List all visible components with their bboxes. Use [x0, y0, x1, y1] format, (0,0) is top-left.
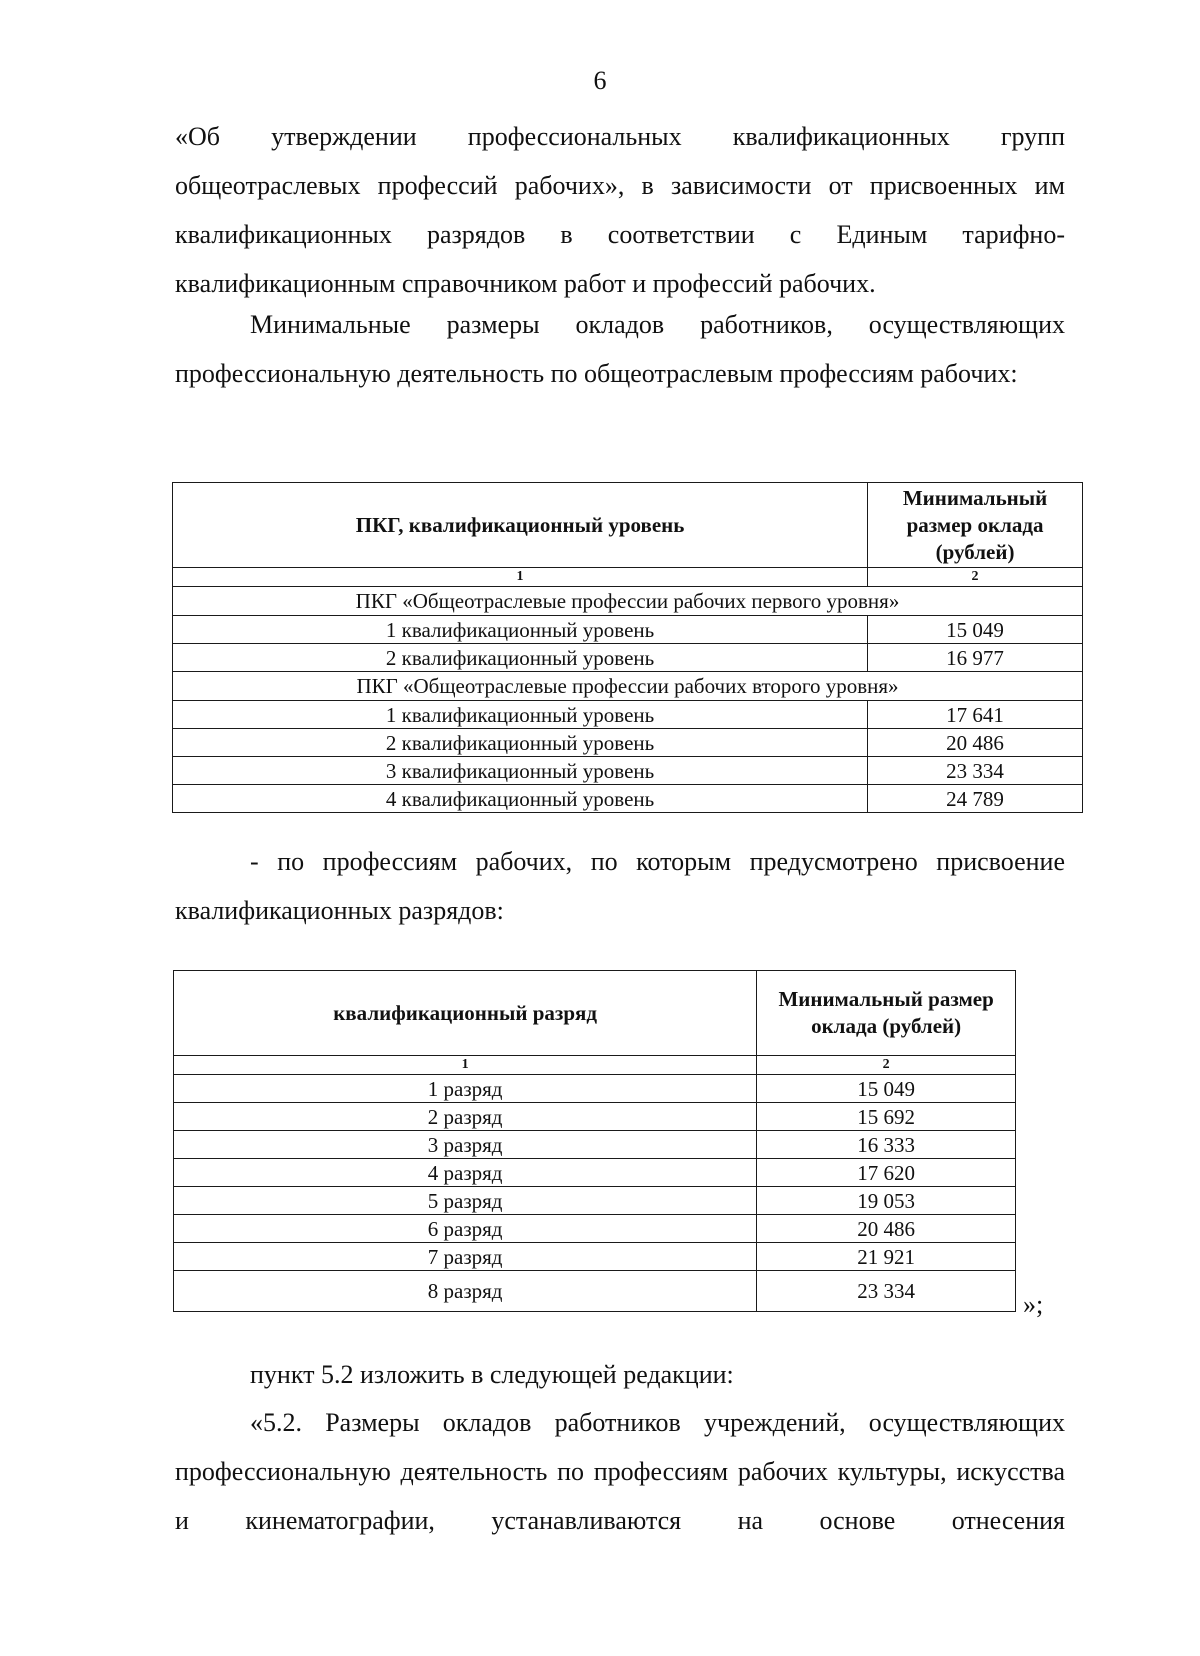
salary-cell: 24 789 — [868, 785, 1083, 813]
grade-cell: 3 разряд — [174, 1131, 757, 1159]
table-header-row — [174, 971, 1016, 1056]
salary-table-grades — [173, 970, 1016, 1312]
column-number-row — [174, 1056, 1016, 1075]
paragraph-5-2-text: «5.2. Размеры окладов работников учреждений, осуществляющих профессиональную деятельность по профессиям рабочих культуры, искусства и кинематографии, устанавливаются на основе отнесения — [175, 1408, 1065, 1535]
level-cell: 2 квалификационный уровень — [173, 644, 868, 672]
page-number: 6 — [593, 66, 607, 95]
salary-cell: 20 486 — [757, 1215, 1016, 1243]
paragraph-by-grades: - по профессиям рабочих, по которым предусмотрено присвоение квалификационных разрядов: — [175, 847, 1065, 925]
table-row — [173, 757, 1083, 785]
salary-cell: 16 977 — [868, 644, 1083, 672]
table-row — [174, 1187, 1016, 1215]
level-cell: 4 квалификационный уровень — [173, 785, 868, 813]
grade-cell: 7 разряд — [174, 1243, 757, 1271]
level-cell: 1 квалификационный уровень — [173, 701, 868, 729]
table-row — [174, 1103, 1016, 1131]
level-cell: 2 квалификационный уровень — [173, 729, 868, 757]
grade-cell: 8 разряд — [174, 1271, 757, 1312]
salary-cell: 15 049 — [868, 616, 1083, 644]
salary-cell: 20 486 — [868, 729, 1083, 757]
table-row — [174, 1271, 1016, 1312]
salary-table-qualification-levels — [172, 482, 1083, 813]
column-number-row — [173, 568, 1083, 587]
header-min-salary: Минимальный размер оклада (рублей) — [757, 971, 1016, 1056]
grade-cell: 6 разряд — [174, 1215, 757, 1243]
salary-cell: 23 334 — [757, 1271, 1016, 1312]
level-cell: 3 квалификационный уровень — [173, 757, 868, 785]
salary-cell: 19 053 — [757, 1187, 1016, 1215]
salary-cell: 17 641 — [868, 701, 1083, 729]
level-cell: 1 квалификационный уровень — [173, 616, 868, 644]
header-min-salary: Минимальный размер оклада (рублей) — [868, 483, 1083, 568]
salary-cell: 23 334 — [868, 757, 1083, 785]
grade-cell: 2 разряд — [174, 1103, 757, 1131]
salary-cell: 15 049 — [757, 1075, 1016, 1103]
table-row — [173, 701, 1083, 729]
column-number: 2 — [757, 1056, 1016, 1075]
group-title: ПКГ «Общеотраслевые профессии рабочих первого уровня» — [173, 587, 1083, 616]
table-row — [174, 1215, 1016, 1243]
column-number: 1 — [173, 568, 868, 587]
salary-cell: 16 333 — [757, 1131, 1016, 1159]
table-row — [173, 785, 1083, 813]
header-grade: квалификационный разряд — [174, 971, 757, 1056]
table-row — [173, 644, 1083, 672]
table-row — [174, 1075, 1016, 1103]
table-row — [173, 729, 1083, 757]
column-number: 2 — [868, 568, 1083, 587]
closing-quote: »; — [1023, 1290, 1044, 1319]
header-pkg-level: ПКГ, квалификационный уровень — [173, 483, 868, 568]
group-row — [173, 587, 1083, 616]
table-header-row — [173, 483, 1083, 568]
salary-cell: 21 921 — [757, 1243, 1016, 1271]
group-row — [173, 672, 1083, 701]
salary-cell: 15 692 — [757, 1103, 1016, 1131]
grade-cell: 5 разряд — [174, 1187, 757, 1215]
grade-cell: 4 разряд — [174, 1159, 757, 1187]
grade-cell: 1 разряд — [174, 1075, 757, 1103]
table-row — [173, 616, 1083, 644]
table-row — [174, 1243, 1016, 1271]
group-title: ПКГ «Общеотраслевые профессии рабочих второго уровня» — [173, 672, 1083, 701]
paragraph-intro-continuation: «Об утверждении профессиональных квалификационных групп общеотраслевых профессий рабочих», в зависимости от присвоенных им квалификационных разрядов в соответствии с Единым тарифно-квалификационным справочником работ и профессий рабочих. — [175, 122, 1065, 298]
salary-cell: 17 620 — [757, 1159, 1016, 1187]
table-row — [174, 1159, 1016, 1187]
paragraph-minimum-salaries: Минимальные размеры окладов работников, осуществляющих профессиональную деятельность по общеотраслевым профессиям рабочих: — [175, 310, 1065, 388]
table-row — [174, 1131, 1016, 1159]
column-number: 1 — [174, 1056, 757, 1075]
paragraph-point-5-2: пункт 5.2 изложить в следующей редакции: — [250, 1360, 734, 1389]
